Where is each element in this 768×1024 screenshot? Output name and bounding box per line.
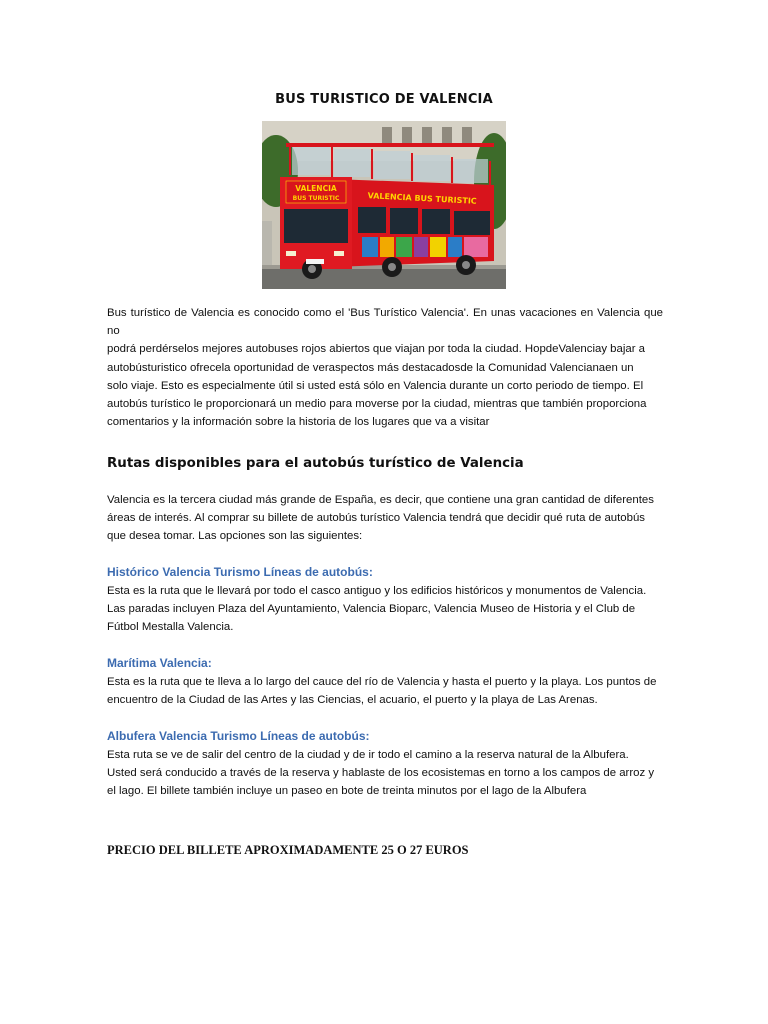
route-line: Usted será conducido a través de la reserva y hablaste de los ecosistemas en torno a los campos de arroz y (107, 767, 655, 780)
route-text-maritima (107, 673, 663, 709)
intro-line: comentarios y la información sobre la historia de los lugares que va a visitar (107, 416, 490, 429)
intro-line: Bus turístico de Valencia es conocido como el 'Bus Turístico Valencia'. En unas vacaciones en Valencia que no (107, 307, 663, 338)
front-sign: VALENCIA (295, 184, 337, 193)
route-line: Las paradas incluyen Plaza del Ayuntamiento, Valencia Bioparc, Valencia Museo de Historia y el Club de (107, 603, 636, 616)
route-line: Fútbol Mestalla Valencia. (107, 621, 234, 634)
front-sign-2: BUS TURISTIC (292, 195, 340, 202)
route-line: Esta ruta se ve de salir del centro de la ciudad y de ir todo el camino a la reserva natural de la Albufera. (107, 749, 629, 761)
route-text-albufera (107, 746, 663, 801)
intro-paragraph (107, 304, 663, 431)
route-text-historico (107, 582, 663, 637)
routes-heading: Rutas disponibles para el autobús turístico de Valencia (107, 456, 524, 471)
intro-line: podrá perdérselos mejores autobuses rojos abiertos que viajan por toda la ciudad. HopdeValenciay bajar a (107, 343, 646, 356)
price-line: PRECIO DEL BILLETE APROXIMADAMENTE 25 O 27 EUROS (107, 843, 469, 857)
routes-intro-line: áreas de interés. Al comprar su billete de autobús turístico Valencia tendrá que decidir qué ruta de autobús (107, 512, 646, 525)
intro-line: solo viaje. Esto es especialmente útil si usted está sólo en Valencia durante un corto periodo de tiempo. El (107, 379, 644, 392)
route-line: el lago. El billete también incluye un paseo en bote de treinta minutos por el lago de la Albufera (107, 785, 587, 798)
routes-intro-paragraph (107, 491, 663, 546)
routes-intro-line: que desea tomar. Las opciones son las siguientes: (107, 530, 363, 543)
route-heading-maritima: Marítima Valencia: (107, 656, 212, 670)
route-line: Esta es la ruta que le llevará por todo el casco antiguo y los edificios históricos y monumentos de Valencia. (107, 585, 647, 597)
route-line: encuentro de la Ciudad de las Artes y las Ciencias, el acuario, el puerto y la playa de Las Arenas. (107, 694, 598, 707)
intro-line: autobústuristico ofrecela oportunidad de veraspectos más destacadosde la Comunidad Valencianaen un (107, 361, 634, 374)
route-heading-historico: Histórico Valencia Turismo Líneas de autobús: (107, 565, 373, 579)
bus-photo (262, 121, 506, 289)
bus-illustration (262, 121, 506, 289)
routes-intro-line: Valencia es la tercera ciudad más grande de España, es decir, que contiene una gran cantidad de diferentes (107, 494, 654, 506)
page-title: BUS TURISTICO DE VALENCIA (275, 92, 493, 107)
intro-line: autobús turístico le proporcionará un medio para moverse por la ciudad, mientras que también proporciona (107, 398, 647, 411)
route-heading-albufera: Albufera Valencia Turismo Líneas de autobús: (107, 729, 370, 743)
route-line: Esta es la ruta que te lleva a lo largo del cauce del río de Valencia y hasta el puerto y la playa. Los puntos de (107, 676, 657, 688)
side-sign: VALENCIA BUS TURISTIC (367, 191, 477, 206)
